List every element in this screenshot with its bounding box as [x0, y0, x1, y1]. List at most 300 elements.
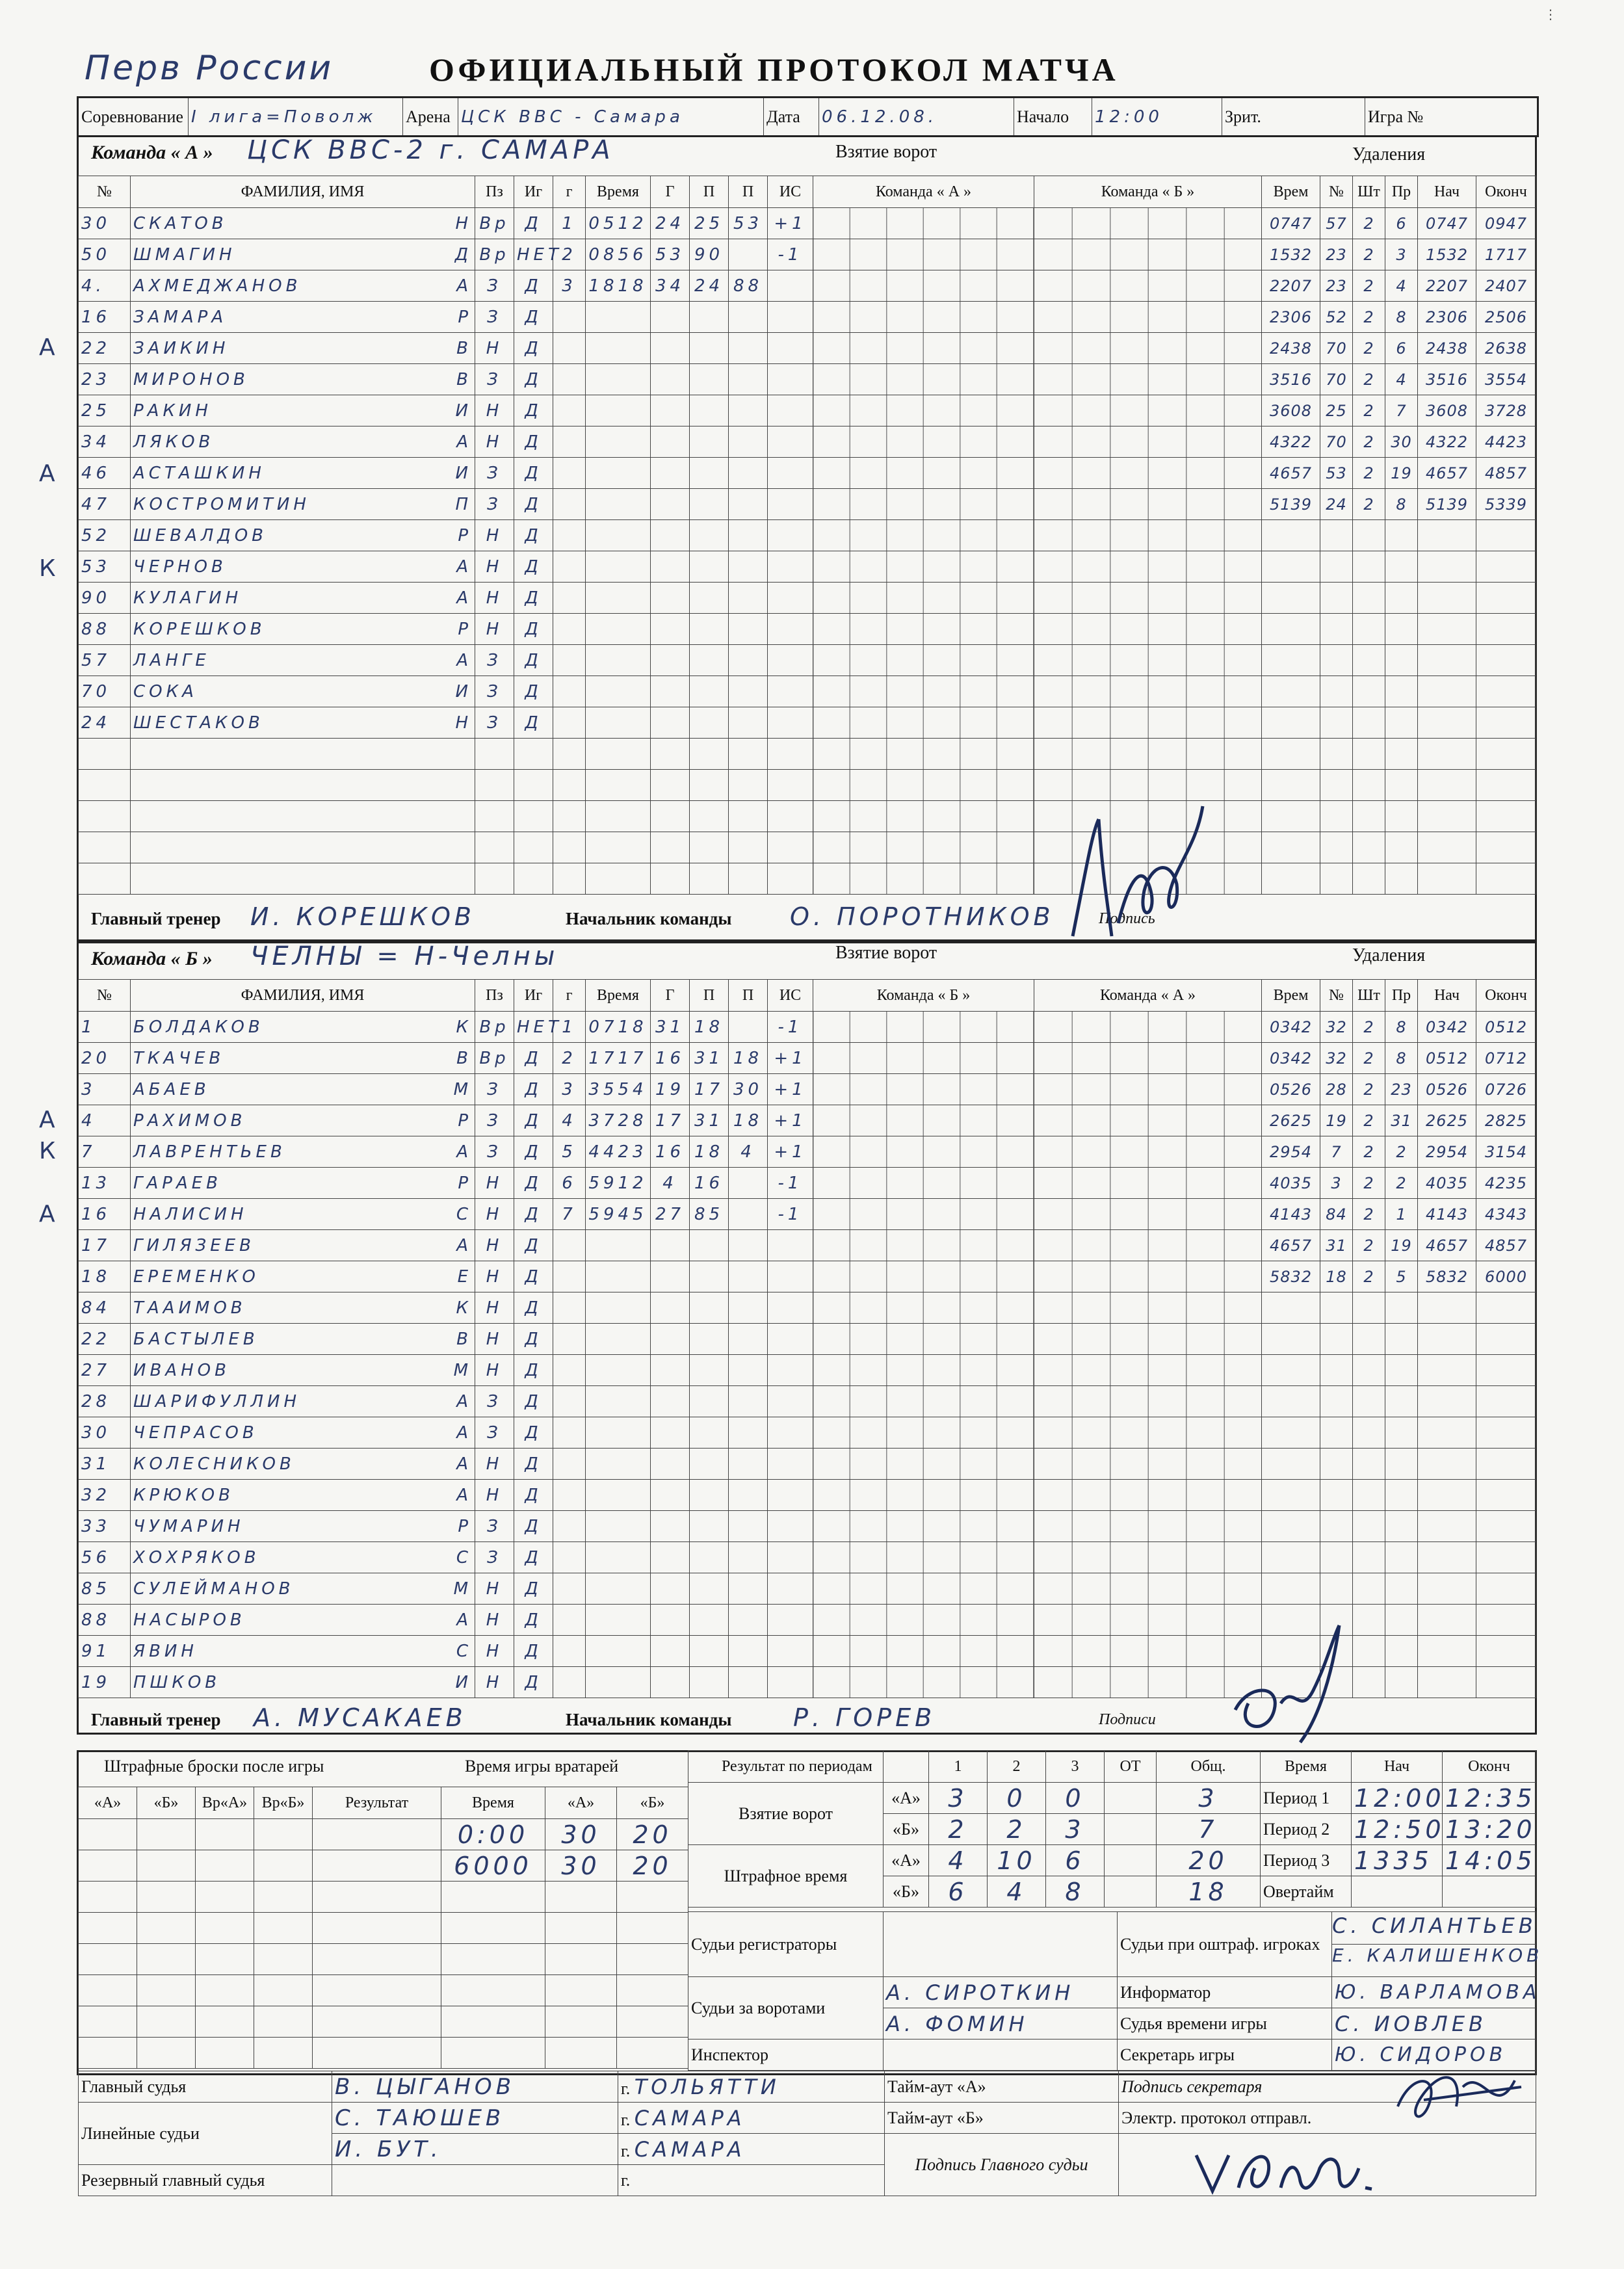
gk-row-a[interactable]: 30 — [545, 1850, 617, 1882]
player-number[interactable]: 88 — [79, 1605, 131, 1636]
plus-minus-other[interactable] — [1034, 302, 1262, 333]
penalty-start[interactable] — [1418, 1324, 1476, 1355]
goal-is[interactable] — [768, 1230, 813, 1261]
goal-is[interactable] — [768, 1667, 813, 1698]
overtime-start[interactable] — [1352, 1876, 1443, 1908]
goal-g[interactable] — [553, 364, 586, 395]
penalty-end[interactable]: 4423 — [1476, 426, 1536, 458]
goal-time[interactable] — [586, 426, 651, 458]
penalty-start[interactable]: 4143 — [1418, 1199, 1476, 1230]
penalty-start[interactable] — [1418, 1355, 1476, 1386]
plus-minus-own[interactable] — [813, 645, 1034, 676]
goal-is[interactable] — [768, 1261, 813, 1292]
penalty-num[interactable]: 31 — [1320, 1230, 1353, 1261]
plus-minus-other[interactable] — [1034, 1199, 1262, 1230]
penalty-sht[interactable] — [1353, 739, 1385, 770]
goal-g[interactable] — [553, 645, 586, 676]
goal-p1[interactable] — [690, 458, 729, 489]
penalty-num[interactable]: 7 — [1320, 1136, 1353, 1168]
penalty-sht[interactable] — [1353, 614, 1385, 645]
penalty-time[interactable]: 2954 — [1262, 1136, 1320, 1168]
goal-p2[interactable] — [729, 1386, 768, 1417]
player-position[interactable]: Вр — [475, 239, 514, 270]
penalty-start[interactable] — [1418, 645, 1476, 676]
period-1-start[interactable]: 12:00 — [1352, 1783, 1443, 1814]
goal-g[interactable] — [651, 1230, 690, 1261]
penalty-start[interactable] — [1418, 551, 1476, 583]
goal-g[interactable] — [651, 1355, 690, 1386]
plus-minus-own[interactable] — [813, 1480, 1034, 1511]
player-position[interactable]: З — [475, 458, 514, 489]
goal-is[interactable]: -1 — [768, 1168, 813, 1199]
plus-minus-own[interactable] — [813, 583, 1034, 614]
player-name-cell[interactable] — [131, 739, 475, 770]
player-played[interactable]: Д — [514, 1261, 553, 1292]
penalty-end[interactable] — [1476, 1480, 1536, 1511]
player-number[interactable] — [79, 863, 131, 895]
player-played[interactable]: Д — [514, 1136, 553, 1168]
goal-g[interactable] — [651, 395, 690, 426]
player-position[interactable]: З — [475, 1136, 514, 1168]
goal-g[interactable] — [553, 1292, 586, 1324]
penalty-num[interactable]: 70 — [1320, 426, 1353, 458]
penalty-start[interactable] — [1418, 770, 1476, 801]
penalty-num[interactable] — [1320, 1417, 1353, 1449]
penalty-num[interactable] — [1320, 1449, 1353, 1480]
player-number[interactable]: 53 — [79, 551, 131, 583]
penalty-pr[interactable]: 5 — [1385, 1261, 1418, 1292]
penalty-end[interactable]: 4343 — [1476, 1199, 1536, 1230]
goal-g[interactable] — [553, 1542, 586, 1573]
goal-p1[interactable] — [690, 1324, 729, 1355]
penalty-num[interactable]: 23 — [1320, 239, 1353, 270]
goal-time[interactable] — [586, 1230, 651, 1261]
plus-minus-own[interactable] — [813, 1355, 1034, 1386]
player-position[interactable]: Н — [475, 1199, 514, 1230]
penalty-pr[interactable] — [1385, 1636, 1418, 1667]
penalty-start[interactable] — [1418, 1573, 1476, 1605]
goal-time[interactable] — [586, 801, 651, 832]
penalty-time[interactable] — [1262, 645, 1320, 676]
penalty-time[interactable]: 3608 — [1262, 395, 1320, 426]
goal-time[interactable]: 5945 — [586, 1199, 651, 1230]
penalty-sht[interactable]: 2 — [1353, 364, 1385, 395]
penalty-time[interactable]: 0342 — [1262, 1043, 1320, 1074]
goal-is[interactable] — [768, 1355, 813, 1386]
penalty-time[interactable] — [1262, 1355, 1320, 1386]
penalty-sht[interactable] — [1353, 1542, 1385, 1573]
penalty-end[interactable] — [1476, 739, 1536, 770]
player-position[interactable]: З — [475, 270, 514, 302]
goal-p2[interactable]: 30 — [729, 1074, 768, 1105]
goal-p1[interactable] — [690, 1386, 729, 1417]
penalty-end[interactable] — [1476, 1542, 1536, 1573]
pim-a-p1[interactable]: 4 — [929, 1845, 988, 1876]
penalty-end[interactable] — [1476, 1667, 1536, 1698]
goals-b-p3[interactable]: 3 — [1046, 1814, 1105, 1845]
goal-p1[interactable] — [690, 551, 729, 583]
player-name-cell[interactable] — [131, 645, 475, 676]
penalty-sht[interactable] — [1353, 1511, 1385, 1542]
goal-p1[interactable] — [690, 1542, 729, 1573]
penalty-time[interactable] — [1262, 1573, 1320, 1605]
penalty-end[interactable]: 2506 — [1476, 302, 1536, 333]
goal-is[interactable] — [768, 1449, 813, 1480]
goal-p1[interactable] — [690, 333, 729, 364]
penalty-num[interactable] — [1320, 1324, 1353, 1355]
penalty-num[interactable]: 25 — [1320, 395, 1353, 426]
goal-is[interactable] — [768, 1542, 813, 1573]
penalty-time[interactable]: 4322 — [1262, 426, 1320, 458]
goal-time[interactable] — [586, 489, 651, 520]
plus-minus-own[interactable] — [813, 863, 1034, 895]
penalty-end[interactable] — [1476, 1355, 1536, 1386]
goal-is[interactable] — [768, 1292, 813, 1324]
penalty-sht[interactable] — [1353, 707, 1385, 739]
penalty-pr[interactable]: 19 — [1385, 458, 1418, 489]
penalty-start[interactable] — [1418, 1417, 1476, 1449]
goal-g[interactable] — [651, 1667, 690, 1698]
penalty-box-judge[interactable]: Е. КАЛИШЕНКОВ — [1332, 1945, 1543, 1966]
goal-g[interactable] — [553, 1230, 586, 1261]
goal-g[interactable] — [553, 333, 586, 364]
player-name-cell[interactable] — [131, 395, 475, 426]
penalty-time[interactable] — [1262, 551, 1320, 583]
goal-g[interactable] — [553, 1261, 586, 1292]
player-name-cell[interactable] — [131, 1417, 475, 1449]
player-played[interactable]: Д — [514, 489, 553, 520]
goal-p2[interactable] — [729, 1667, 768, 1698]
player-number[interactable]: 50 — [79, 239, 131, 270]
plus-minus-own[interactable] — [813, 1074, 1034, 1105]
goal-time[interactable] — [586, 1542, 651, 1573]
plus-minus-other[interactable] — [1034, 1417, 1262, 1449]
goal-g[interactable] — [651, 801, 690, 832]
goal-g[interactable] — [553, 1386, 586, 1417]
goal-p2[interactable] — [729, 1012, 768, 1043]
goal-g[interactable]: 4 — [651, 1168, 690, 1199]
player-name-cell[interactable] — [131, 1199, 475, 1230]
plus-minus-own[interactable] — [813, 1136, 1034, 1168]
player-position[interactable]: Н — [475, 1324, 514, 1355]
goal-g[interactable] — [651, 520, 690, 551]
penalty-start[interactable] — [1418, 1636, 1476, 1667]
goal-g[interactable] — [651, 1324, 690, 1355]
goal-g[interactable] — [651, 426, 690, 458]
player-name-cell[interactable] — [131, 1542, 475, 1573]
goal-p1[interactable]: 17 — [690, 1074, 729, 1105]
goal-g[interactable] — [651, 1605, 690, 1636]
penalty-pr[interactable]: 31 — [1385, 1105, 1418, 1136]
player-played[interactable] — [514, 832, 553, 863]
goal-g[interactable] — [651, 489, 690, 520]
penalty-time[interactable]: 2306 — [1262, 302, 1320, 333]
goal-p2[interactable] — [729, 1605, 768, 1636]
player-played[interactable]: Д — [514, 458, 553, 489]
penalty-sht[interactable]: 2 — [1353, 1012, 1385, 1043]
penalty-num[interactable] — [1320, 770, 1353, 801]
penalty-num[interactable]: 28 — [1320, 1074, 1353, 1105]
penalty-sht[interactable] — [1353, 1292, 1385, 1324]
pim-a-total[interactable]: 20 — [1157, 1845, 1261, 1876]
player-position[interactable]: Н — [475, 1636, 514, 1667]
goal-p1[interactable]: 16 — [690, 1168, 729, 1199]
goals-b-total[interactable]: 7 — [1157, 1814, 1261, 1845]
goal-time[interactable] — [586, 1511, 651, 1542]
player-name-cell[interactable] — [131, 1230, 475, 1261]
player-played[interactable]: Д — [514, 1324, 553, 1355]
penalty-end[interactable]: 4235 — [1476, 1168, 1536, 1199]
goal-g[interactable] — [553, 302, 586, 333]
penalty-pr[interactable]: 3 — [1385, 239, 1418, 270]
penalty-sht[interactable]: 2 — [1353, 1261, 1385, 1292]
goal-p2[interactable] — [729, 739, 768, 770]
penalty-sht[interactable]: 2 — [1353, 458, 1385, 489]
goal-p2[interactable] — [729, 426, 768, 458]
goal-is[interactable] — [768, 270, 813, 302]
goal-g[interactable] — [553, 1511, 586, 1542]
player-name-cell[interactable] — [131, 1449, 475, 1480]
penalty-time[interactable] — [1262, 801, 1320, 832]
player-position[interactable] — [475, 801, 514, 832]
player-number[interactable] — [79, 770, 131, 801]
penalty-sht[interactable] — [1353, 676, 1385, 707]
goal-g[interactable] — [553, 1573, 586, 1605]
player-played[interactable]: Д — [514, 1636, 553, 1667]
penalty-pr[interactable] — [1385, 770, 1418, 801]
penalty-pr[interactable]: 30 — [1385, 426, 1418, 458]
goal-is[interactable] — [768, 520, 813, 551]
goal-p2[interactable] — [729, 1480, 768, 1511]
penalty-end[interactable] — [1476, 645, 1536, 676]
player-played[interactable]: Д — [514, 707, 553, 739]
player-name-cell[interactable] — [131, 1105, 475, 1136]
goal-g[interactable]: 3 — [553, 1074, 586, 1105]
goal-is[interactable] — [768, 1324, 813, 1355]
goal-time[interactable] — [586, 395, 651, 426]
pim-b-p3[interactable]: 8 — [1046, 1876, 1105, 1908]
penalty-pr[interactable]: 23 — [1385, 1074, 1418, 1105]
goal-p2[interactable] — [729, 1417, 768, 1449]
goal-g[interactable] — [553, 395, 586, 426]
player-position[interactable]: З — [475, 489, 514, 520]
penalty-pr[interactable] — [1385, 1386, 1418, 1417]
plus-minus-own[interactable] — [813, 1324, 1034, 1355]
plus-minus-other[interactable] — [1034, 1449, 1262, 1480]
plus-minus-own[interactable] — [813, 426, 1034, 458]
penalty-start[interactable]: 2207 — [1418, 270, 1476, 302]
penalty-end[interactable]: 2407 — [1476, 270, 1536, 302]
goal-p1[interactable] — [690, 1636, 729, 1667]
goal-p1[interactable] — [690, 739, 729, 770]
penalty-time[interactable] — [1262, 1324, 1320, 1355]
penalty-num[interactable] — [1320, 676, 1353, 707]
player-number[interactable]: 70 — [79, 676, 131, 707]
penalty-sht[interactable] — [1353, 801, 1385, 832]
penalty-end[interactable]: 4857 — [1476, 1230, 1536, 1261]
player-played[interactable]: Д — [514, 208, 553, 239]
player-name-cell[interactable] — [131, 458, 475, 489]
penalty-start[interactable] — [1418, 1511, 1476, 1542]
goals-a-p1[interactable]: 3 — [929, 1783, 988, 1814]
goal-is[interactable]: +1 — [768, 1105, 813, 1136]
penalty-start[interactable] — [1418, 583, 1476, 614]
goal-time[interactable] — [586, 1480, 651, 1511]
player-played[interactable]: Д — [514, 1480, 553, 1511]
period-3-start[interactable]: 1335 — [1352, 1845, 1443, 1876]
player-played[interactable]: Д — [514, 1417, 553, 1449]
goal-p2[interactable] — [729, 551, 768, 583]
goal-time[interactable] — [586, 1667, 651, 1698]
penalty-end[interactable] — [1476, 583, 1536, 614]
goal-p1[interactable] — [690, 1449, 729, 1480]
penalty-end[interactable] — [1476, 801, 1536, 832]
goal-is[interactable]: +1 — [768, 208, 813, 239]
player-number[interactable]: 88 — [79, 614, 131, 645]
penalty-end[interactable]: 1717 — [1476, 239, 1536, 270]
reserve-referee-value[interactable] — [332, 2165, 618, 2196]
plus-minus-own[interactable] — [813, 458, 1034, 489]
goal-g[interactable] — [651, 1292, 690, 1324]
plus-minus-other[interactable] — [1034, 1355, 1262, 1386]
player-played[interactable]: Д — [514, 1355, 553, 1386]
penalty-pr[interactable] — [1385, 832, 1418, 863]
penalty-time[interactable] — [1262, 583, 1320, 614]
penalty-num[interactable] — [1320, 707, 1353, 739]
goal-p1[interactable] — [690, 1511, 729, 1542]
player-played[interactable]: Д — [514, 333, 553, 364]
penalty-pr[interactable] — [1385, 583, 1418, 614]
player-played[interactable]: Д — [514, 1667, 553, 1698]
plus-minus-own[interactable] — [813, 489, 1034, 520]
goal-g[interactable]: 53 — [651, 239, 690, 270]
player-position[interactable]: Н — [475, 1355, 514, 1386]
plus-minus-own[interactable] — [813, 1573, 1034, 1605]
penalty-num[interactable]: 53 — [1320, 458, 1353, 489]
penalty-sht[interactable]: 2 — [1353, 239, 1385, 270]
goal-p1[interactable]: 90 — [690, 239, 729, 270]
goal-g[interactable] — [651, 1573, 690, 1605]
plus-minus-own[interactable] — [813, 832, 1034, 863]
goal-p1[interactable] — [690, 1417, 729, 1449]
goal-g[interactable] — [553, 707, 586, 739]
plus-minus-own[interactable] — [813, 801, 1034, 832]
plus-minus-own[interactable] — [813, 1542, 1034, 1573]
penalty-pr[interactable]: 4 — [1385, 270, 1418, 302]
goal-time[interactable]: 0718 — [586, 1012, 651, 1043]
player-number[interactable]: 91 — [79, 1636, 131, 1667]
penalty-num[interactable] — [1320, 1573, 1353, 1605]
player-position[interactable]: З — [475, 1105, 514, 1136]
penalty-time[interactable] — [1262, 832, 1320, 863]
goal-is[interactable]: +1 — [768, 1136, 813, 1168]
goal-time[interactable]: 1717 — [586, 1043, 651, 1074]
player-played[interactable]: Д — [514, 1511, 553, 1542]
penalty-pr[interactable]: 6 — [1385, 208, 1418, 239]
goal-p1[interactable]: 31 — [690, 1043, 729, 1074]
player-name-cell[interactable] — [131, 707, 475, 739]
goal-g[interactable] — [553, 739, 586, 770]
player-number[interactable]: 17 — [79, 1230, 131, 1261]
penalty-sht[interactable] — [1353, 645, 1385, 676]
plus-minus-other[interactable] — [1034, 583, 1262, 614]
penalty-sht[interactable] — [1353, 1324, 1385, 1355]
penalty-pr[interactable] — [1385, 1292, 1418, 1324]
plus-minus-own[interactable] — [813, 739, 1034, 770]
goal-g[interactable] — [651, 739, 690, 770]
penalty-time[interactable] — [1262, 1292, 1320, 1324]
penalty-sht[interactable] — [1353, 863, 1385, 895]
player-name-cell[interactable] — [131, 1573, 475, 1605]
penalty-start[interactable] — [1418, 676, 1476, 707]
team-a-coach[interactable]: И. КОРЕШКОВ — [250, 902, 475, 931]
player-played[interactable] — [514, 770, 553, 801]
penalty-time[interactable] — [1262, 770, 1320, 801]
period-1-end[interactable]: 12:35 — [1443, 1783, 1536, 1814]
goal-is[interactable] — [768, 645, 813, 676]
goal-g[interactable] — [651, 832, 690, 863]
goals-a-p3[interactable]: 0 — [1046, 1783, 1105, 1814]
player-name-cell[interactable] — [131, 1355, 475, 1386]
goal-p2[interactable] — [729, 489, 768, 520]
plus-minus-other[interactable] — [1034, 1074, 1262, 1105]
penalty-time[interactable] — [1262, 739, 1320, 770]
penalty-pr[interactable] — [1385, 707, 1418, 739]
goal-is[interactable] — [768, 801, 813, 832]
goal-time[interactable] — [586, 458, 651, 489]
goal-p2[interactable] — [729, 1511, 768, 1542]
goal-g[interactable] — [553, 1355, 586, 1386]
player-number[interactable]: 34 — [79, 426, 131, 458]
plus-minus-own[interactable] — [813, 1043, 1034, 1074]
gk-row-a[interactable]: 30 — [545, 1819, 617, 1850]
player-name-cell[interactable] — [131, 1386, 475, 1417]
penalty-start[interactable] — [1418, 520, 1476, 551]
plus-minus-own[interactable] — [813, 302, 1034, 333]
goal-is[interactable] — [768, 333, 813, 364]
goal-g[interactable] — [553, 551, 586, 583]
player-played[interactable]: Д — [514, 645, 553, 676]
player-played[interactable]: Д — [514, 270, 553, 302]
goal-g[interactable]: 27 — [651, 1199, 690, 1230]
goal-time[interactable] — [586, 1355, 651, 1386]
competition-value[interactable]: I лига=Поволж — [189, 98, 403, 137]
goals-a-p2[interactable]: 0 — [988, 1783, 1046, 1814]
player-number[interactable]: 90 — [79, 583, 131, 614]
goal-p2[interactable] — [729, 333, 768, 364]
penalty-pr[interactable] — [1385, 1355, 1418, 1386]
player-played[interactable]: Д — [514, 1105, 553, 1136]
pim-b-ot[interactable] — [1105, 1876, 1157, 1908]
goal-g[interactable]: 31 — [651, 1012, 690, 1043]
penalty-end[interactable]: 0947 — [1476, 208, 1536, 239]
penalty-pr[interactable] — [1385, 1417, 1418, 1449]
penalty-num[interactable] — [1320, 739, 1353, 770]
penalty-num[interactable]: 84 — [1320, 1199, 1353, 1230]
start-value[interactable]: 12:00 — [1092, 98, 1222, 137]
goal-g[interactable]: 17 — [651, 1105, 690, 1136]
goal-p1[interactable]: 18 — [690, 1136, 729, 1168]
plus-minus-other[interactable] — [1034, 1168, 1262, 1199]
player-position[interactable]: Н — [475, 1480, 514, 1511]
player-position[interactable]: Н — [475, 1292, 514, 1324]
goal-g[interactable]: 34 — [651, 270, 690, 302]
goal-is[interactable] — [768, 458, 813, 489]
penalty-pr[interactable] — [1385, 1480, 1418, 1511]
plus-minus-own[interactable] — [813, 395, 1034, 426]
goal-p2[interactable] — [729, 458, 768, 489]
goal-time[interactable] — [586, 1449, 651, 1480]
